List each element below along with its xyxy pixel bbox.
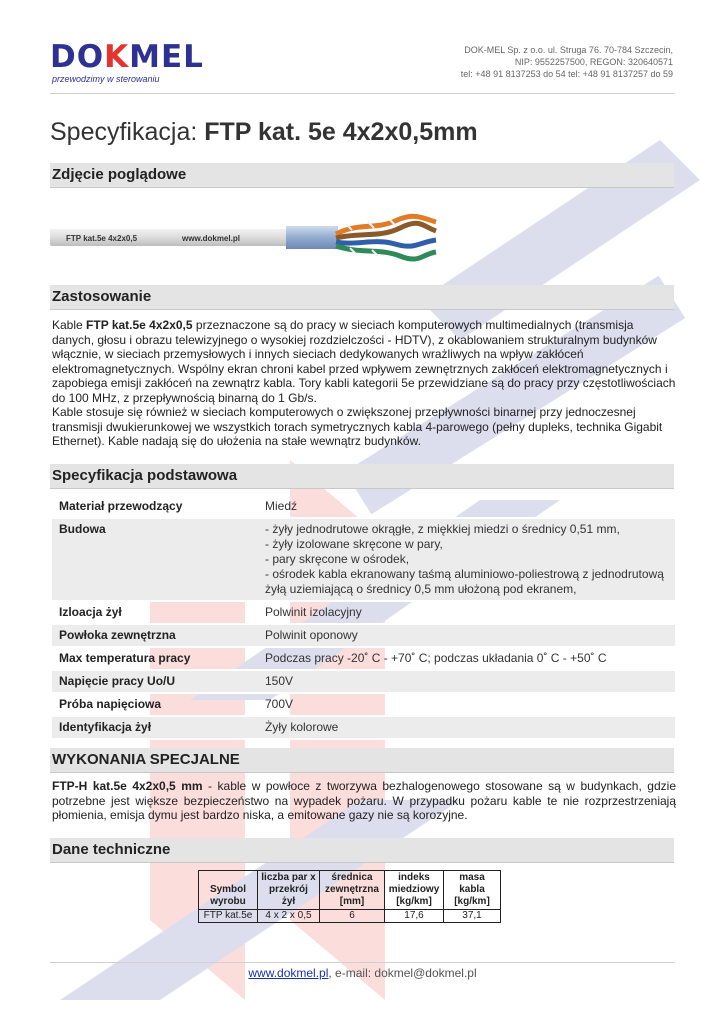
col-diameter: średnica zewnętrzna [mm] bbox=[320, 871, 385, 910]
col-pairs: liczba par x przekrój żył bbox=[258, 871, 320, 910]
company-logo[interactable] bbox=[50, 39, 204, 84]
cell-symbol: FTP kat.5e bbox=[199, 910, 258, 923]
spec-row bbox=[52, 519, 675, 602]
cell-diameter: 6 bbox=[320, 910, 385, 923]
spec-value: 700V bbox=[265, 697, 294, 711]
section-photo-header: Zdjęcie poglądowe bbox=[50, 163, 674, 188]
spec-key: Izloacja żył bbox=[59, 605, 122, 619]
logo-wordmark: DOKMEL bbox=[50, 39, 204, 75]
cable-foil-shield bbox=[286, 226, 338, 249]
application-paragraph-1: Kable FTP kat.5e 4x2x0,5 przeznaczone są do pracy w sieciach komputerowych multimedialnych (transmisja danych, głosu i obrazu telewizyjnego o wysokiej rozdzielczości - HDTV), z okablowaniem strukturalnym budynków włącznie, w sieciach przemysłowych i innych sieciach dedykowanych wrażliwych na wpływ zakłóceń elektromagnetycznych. Wspólny ekran chroni kabel przed wpływem zewnętrznych zakłóceń elektromagnetycznych i zapobiega emisji zakłóceń na zewnątrz kabla. Tory kabli kategorii 5e przewidziane są do pracy przy częstotliwościach do 100 MHz, z przepływnością binarną do 1 Gb/s. bbox=[52, 318, 676, 405]
title-prefix: Specyfikacja: bbox=[50, 118, 205, 146]
spec-key: Materiał przewodzący bbox=[59, 499, 183, 513]
footer-divider bbox=[50, 962, 675, 963]
col-symbol: Symbol wyrobu bbox=[199, 871, 258, 910]
cell-copper-index: 17,6 bbox=[385, 910, 444, 923]
section-basic-spec-header: Specyfikacja podstawowa bbox=[50, 464, 674, 489]
spec-row bbox=[52, 648, 675, 671]
cable-print-label: FTP kat.5e 4x2x0,5 bbox=[66, 234, 138, 243]
cell-pairs: 4 x 2 x 0,5 bbox=[258, 910, 320, 923]
spec-value: Żyły kolorowe bbox=[265, 720, 339, 734]
cable-print-url: www.dokmel.pl bbox=[182, 234, 240, 243]
spec-row bbox=[52, 625, 675, 648]
spec-key: Budowa bbox=[59, 522, 106, 536]
company-contact bbox=[461, 44, 673, 80]
website-link[interactable]: www.dokmel.pl bbox=[248, 966, 329, 980]
section-special-header: WYKONANIA SPECJALNE bbox=[50, 748, 674, 773]
spec-key: Identyfikacja żył bbox=[59, 720, 152, 734]
contact-phones: tel: +48 91 8137253 do 54 tel: +48 91 8137257 do 59 bbox=[460, 69, 673, 79]
spec-row bbox=[52, 496, 675, 519]
technical-table-header bbox=[199, 871, 501, 910]
application-paragraph-2: Kable stosuje się również w sieciach komputerowych o zwiększonej przepływności binarnej przy jednoczesnej transmisji dwukierunkowej we wszystkich torach symetrycznych kabla 4-parowego (pełny dupleks, technika Gigabit Ethernet). Kable nadają się do ułożenia na stałe wewnątrz budynków. bbox=[52, 405, 663, 448]
spec-value: Podczas pracy -20˚ C - +70˚ C; podczas układania 0˚ C - +50˚ C bbox=[265, 651, 607, 665]
spec-row bbox=[52, 671, 675, 694]
spec-key: Napięcie pracy Uo/U bbox=[59, 674, 176, 688]
spec-value: 150V bbox=[265, 674, 294, 688]
spec-key: Max temperatura pracy bbox=[59, 651, 191, 665]
contact-address: DOK-MEL Sp. z o.o. ul. Struga 76. 70-784 Szczecin, bbox=[464, 45, 673, 55]
spec-key: Próba napięciowa bbox=[59, 697, 162, 711]
page-title bbox=[50, 118, 478, 147]
page-footer bbox=[0, 966, 725, 980]
cell-mass: 37,1 bbox=[444, 910, 501, 923]
spec-value: Polwinit oponowy bbox=[265, 628, 358, 642]
cable-photo bbox=[50, 212, 440, 268]
special-text bbox=[52, 779, 676, 823]
table-row bbox=[199, 910, 501, 923]
title-product: FTP kat. 5e 4x2x0,5mm bbox=[204, 118, 478, 146]
spec-row bbox=[52, 717, 675, 740]
spec-table bbox=[52, 496, 675, 740]
spec-value: Polwinit izolacyjny bbox=[265, 605, 362, 619]
spec-key: Powłoka zewnętrzna bbox=[59, 628, 176, 642]
col-copper-index: indeks miedziowy [kg/km] bbox=[385, 871, 444, 910]
col-mass: masa kabla [kg/km] bbox=[444, 871, 501, 910]
spec-value: Miedź bbox=[265, 499, 298, 513]
special-paragraph: FTP-H kat.5e 4x2x0,5 mm - kable w powłoce z tworzywa bezhalogenowego stosowane są w budynkach, gdzie potrzebne jest większe bezpieczeństwo na wypadek pożaru. W przypadku pożaru kable te nie rozprzestrzeniają płomienia, emisja dymu jest bardzo niska, a emitowane gazy nie są korozyjne. bbox=[52, 779, 676, 822]
wire-pair-blue bbox=[336, 240, 436, 246]
email-address[interactable]: dokmel@dokmel.pl bbox=[374, 966, 477, 980]
section-application-header: Zastosowanie bbox=[50, 285, 674, 310]
section-technical-header: Dane techniczne bbox=[50, 838, 674, 863]
spec-row bbox=[52, 602, 675, 625]
logo-tagline: przewodzimy w sterowaniu bbox=[52, 74, 160, 84]
technical-table bbox=[198, 870, 501, 923]
spec-row bbox=[52, 694, 675, 717]
footer-separator: , e-mail: bbox=[328, 966, 375, 980]
spec-value: - żyły jednodrutowe okrągłe, z miękkiej miedzi o średnicy 0,51 mm, - żyły izolowane skręcone w pary, - pary skręcone w ośrodek, - ośrodek kabla ekranowany taśmą aluminiowo-poliestrową z jednodrutową żyłą uziemiającą o średnicy 0,5 mm ułożoną pod ekranem, bbox=[265, 522, 664, 596]
header-divider bbox=[50, 93, 675, 94]
contact-ids: NIP: 9552257500, REGON: 320640571 bbox=[514, 57, 673, 67]
application-text bbox=[52, 318, 676, 449]
